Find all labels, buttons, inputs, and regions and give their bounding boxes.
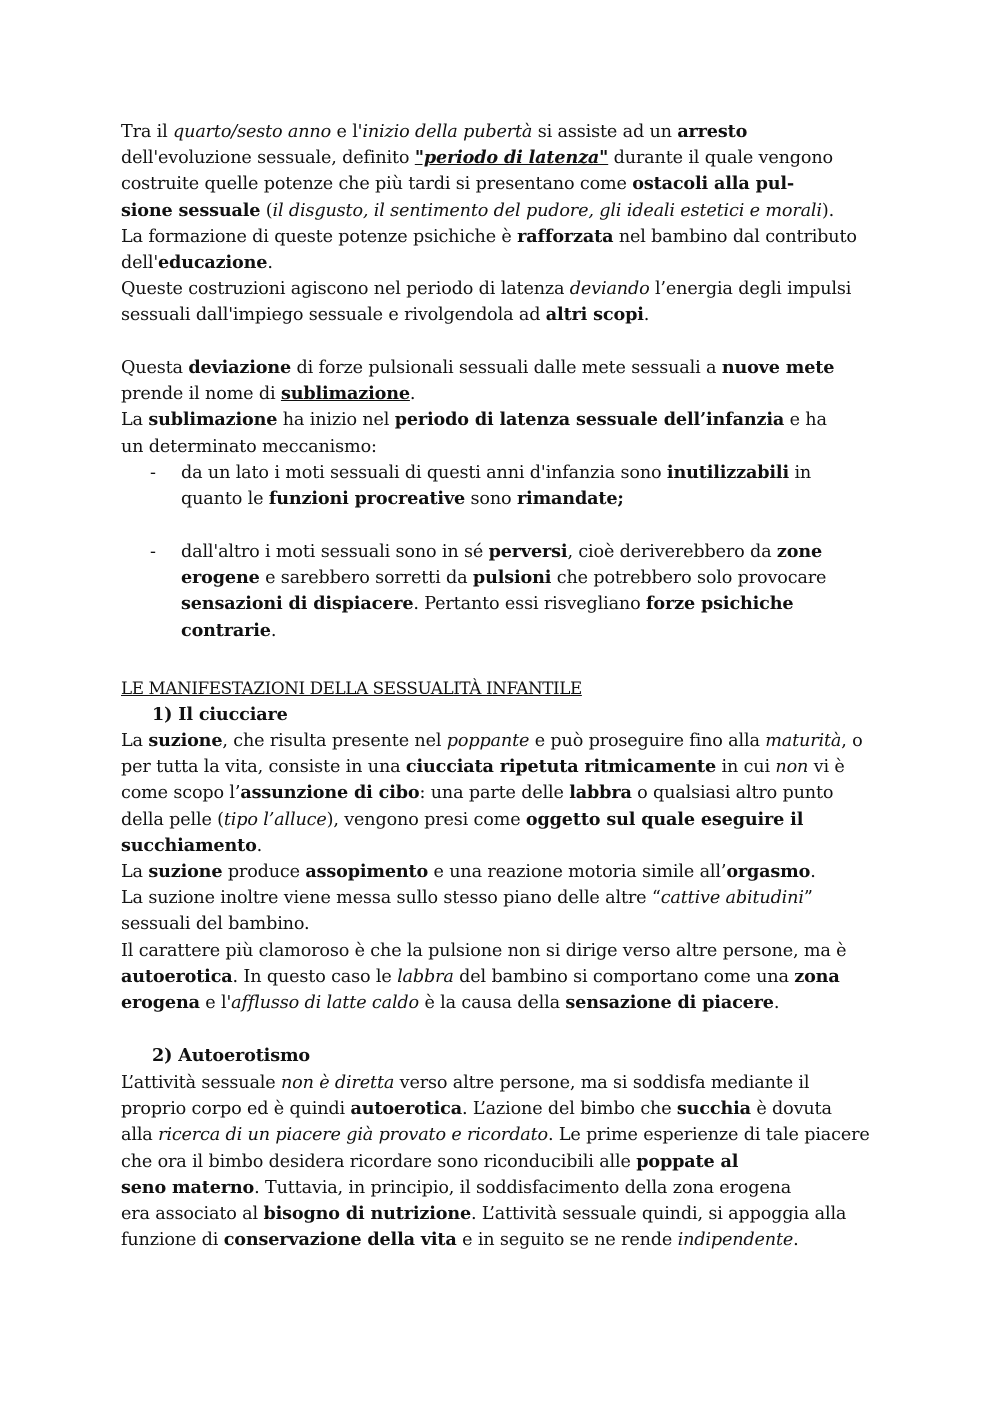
bullet-dash: - bbox=[150, 542, 156, 562]
text-line: succhiamento. bbox=[121, 834, 263, 856]
text-line: erogene e sarebbero sorretti da pulsioni che potrebbero solo provocare bbox=[181, 567, 827, 589]
subheading-sucking: 1) Il ciucciare bbox=[152, 704, 288, 725]
text-line: La formazione di queste potenze psichiche è rafforzata nel bambino dal contributo bbox=[121, 225, 857, 247]
text-line: contrarie. bbox=[181, 619, 277, 641]
bullet-dash: - bbox=[150, 463, 156, 483]
text-line: alla ricerca di un piacere già provato e ricordato. Le prime esperienze di tale piacere bbox=[121, 1125, 870, 1146]
text-line: La suzione inoltre viene messa sullo stesso piano delle altre “cattive abitudini” bbox=[121, 888, 813, 909]
paragraph-sucking bbox=[121, 728, 921, 1016]
text-line: costruite quelle potenze che più tardi si presentano come ostacoli alla pul- bbox=[121, 173, 795, 195]
subheading-autoeroticism: 2) Autoerotismo bbox=[152, 1045, 311, 1066]
text-line: come scopo l’assunzione di cibo: una parte delle labbra o qualsiasi altro punto bbox=[121, 782, 834, 804]
text-line: Il carattere più clamoroso è che la pulsione non si dirige verso altre persone, ma è bbox=[121, 940, 847, 961]
list-item bbox=[150, 539, 910, 645]
text-line: proprio corpo ed è quindi autoerotica. L’azione del bimbo che succhia è dovuta bbox=[121, 1098, 832, 1120]
text-line: per tutta la vita, consiste in una ciucciata ripetuta ritmicamente in cui non vi è bbox=[121, 756, 845, 778]
text-line: quanto le funzioni procreative sono rimandate; bbox=[181, 488, 624, 510]
paragraph-latency bbox=[121, 119, 921, 329]
text-line: La suzione produce assopimento e una reazione motoria simile all’orgasmo. bbox=[121, 860, 816, 882]
text-line: seno materno. Tuttavia, in principio, il soddisfacimento della zona erogena bbox=[121, 1176, 792, 1198]
text-line: autoerotica. In questo caso le labbra del bambino si comportano come una zona bbox=[121, 965, 840, 987]
text-line: un determinato meccanismo: bbox=[121, 436, 377, 457]
text-line: erogena e l'afflusso di latte caldo è la causa della sensazione di piacere. bbox=[121, 991, 780, 1013]
text-line: funzione di conservazione della vita e in seguito se ne rende indipendente. bbox=[121, 1229, 799, 1251]
text-line: prende il nome di sublimazione. bbox=[121, 383, 416, 405]
section-title: LE MANIFESTAZIONI DELLA SESSUALITÀ INFANTILE bbox=[121, 678, 582, 698]
text-line: dell'evoluzione sessuale, definito "periodo di latenza" durante il quale vengono bbox=[121, 147, 833, 169]
text-line: L’attività sessuale non è diretta verso altre persone, ma si soddisfa mediante il bbox=[121, 1073, 810, 1093]
text-line: Queste costruzioni agiscono nel periodo di latenza deviando l’energia degli impulsi bbox=[121, 279, 852, 300]
text-line: da un lato i moti sessuali di questi anni d'infanzia sono inutilizzabili in bbox=[181, 462, 812, 483]
text-line: La sublimazione ha inizio nel periodo di latenza sessuale dell’infanzia e ha bbox=[121, 409, 827, 431]
text-line: sensazioni di dispiacere. Pertanto essi risvegliano forze psichiche bbox=[181, 593, 794, 615]
text-line: Tra il quarto/sesto anno e l'inizio della pubertà si assiste ad un arresto bbox=[121, 121, 748, 142]
paragraph-autoeroticism bbox=[121, 1070, 921, 1253]
text-line: La suzione, che risulta presente nel poppante e può proseguire fino alla maturità, o bbox=[121, 730, 863, 751]
text-line: che ora il bimbo desidera ricordare sono riconducibili alle poppate al bbox=[121, 1150, 739, 1172]
paragraph-sublimation bbox=[121, 355, 921, 460]
text-line: sessuali dall'impiego sessuale e rivolgendola ad altri scopi. bbox=[121, 304, 650, 326]
text-line: sessuali del bambino. bbox=[121, 914, 310, 935]
text-line: Questa deviazione di forze pulsionali sessuali dalle mete sessuali a nuove mete bbox=[121, 357, 835, 378]
text-line: della pelle (tipo l’alluce), vengono presi come oggetto sul quale eseguire il bbox=[121, 808, 804, 830]
text-line: dall'altro i moti sessuali sono in sé perversi, cioè deriverebbero da zone bbox=[181, 541, 823, 562]
text-line: sione sessuale (il disgusto, il sentimento del pudore, gli ideali estetici e morali). bbox=[121, 199, 835, 221]
text-line: era associato al bisogno di nutrizione. L’attività sessuale quindi, si appoggia alla bbox=[121, 1202, 847, 1224]
list-item bbox=[150, 460, 910, 513]
text-line: dell'educazione. bbox=[121, 251, 273, 273]
